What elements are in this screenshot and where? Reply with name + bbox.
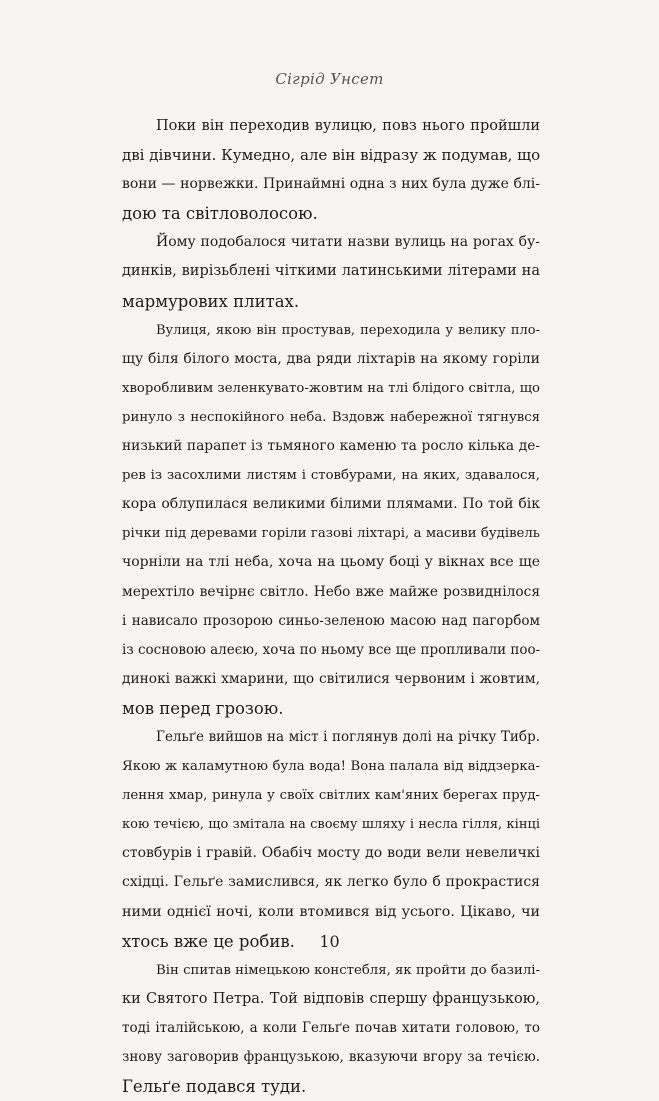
text-line: хворобливим зеленкувато-жовтим на тлі блідого світла, що — [122, 380, 540, 396]
text-line: рев із засохлими листям і стовбурами, на яких, здавалося, — [122, 468, 540, 484]
text-line: ки Святого Петра. Той відповів спершу французькою, — [122, 990, 540, 1007]
text-line: із сосновою алеєю, хоча по ньому все ще пропливали поо- — [122, 641, 541, 658]
text-line: тоді італійською, а коли Гельґе почав хитати головою, то — [122, 1019, 540, 1036]
text-line: мов перед грозою. — [122, 698, 284, 718]
text-line: динокі важкі хмарини, що світилися червоним і жовтим, — [122, 670, 540, 687]
text-line: низький парапет із тьмяного каменю та росло кілька де- — [122, 438, 540, 455]
text-line: Якою ж каламутною була вода! Вона палала від віддзеркa- — [122, 759, 540, 775]
text-line: Поки він переходив вулицю, повз нього пройшли — [156, 118, 540, 134]
body-text — [122, 112, 540, 1101]
text-line: вони — норвежки. Принаймні одна з них була дуже блі- — [122, 176, 540, 193]
text-line: Вулиця, якою він простував, переходила у велику пло- — [156, 322, 540, 338]
text-line: чорніли на тлі неба, хоча на цьому боці у вікнах все ще — [122, 554, 540, 571]
text-line: дві дівчини. Кумедно, але він відразу ж подумав, що — [122, 146, 541, 165]
text-line: мармурових плитах. — [122, 291, 300, 311]
text-line: кою течією, що змітала на своєму шляху і несла гілля, кінці — [122, 817, 540, 833]
text-line: Йому подобалося читати назви вулиць на рогах бу- — [156, 234, 540, 251]
running-header: Сігрід Унсет — [275, 70, 384, 88]
text-line: Він спитав німецькою констебля, як пройти до базилі- — [156, 962, 540, 978]
page-number: 10 — [319, 932, 340, 951]
text-line: хтось вже це робив. — [122, 931, 295, 951]
text-line: східці. Гельґе замислився, як легко було б прокрастися — [122, 874, 540, 891]
text-line: Гельґе подався туди. — [122, 1077, 307, 1097]
text-line: ними однієї ночі, коли втомився від усього. Цікаво, чи — [122, 903, 540, 920]
text-line: мерехтіло вечірнє світло. Небо вже майже розвиднілося — [122, 583, 540, 600]
text-line: щу біля білого моста, два ряди ліхтарів на якому горіли — [122, 350, 540, 367]
text-line: стовбурів і гравій. Обабіч мосту до води вели невеличкі — [122, 845, 540, 862]
text-line: лення хмар, ринула у своїх світлих кам'яних берегах пруд- — [122, 788, 540, 804]
text-line: дою та світловолосою. — [122, 204, 318, 224]
text-line: річки під деревами горіли газові ліхтарі, а масиви будівель — [122, 526, 540, 542]
text-line: динків, вирізьблені чіткими латинськими літерами на — [122, 263, 540, 280]
text-line: Гельґе вийшов на міст і поглянув долі на річку Тибр. — [156, 728, 540, 745]
text-line: знову заговорив французькою, вказуючи вгору за течією. — [122, 1049, 540, 1065]
text-line: ринуло з неспокійного неба. Вздовж набережної тягнувся — [122, 409, 540, 425]
text-line: і нависало прозорою синьо-зеленою масою над пагорбом — [122, 612, 540, 629]
text-line: кора облупилася великими білими плямами. По той бік — [122, 496, 540, 513]
